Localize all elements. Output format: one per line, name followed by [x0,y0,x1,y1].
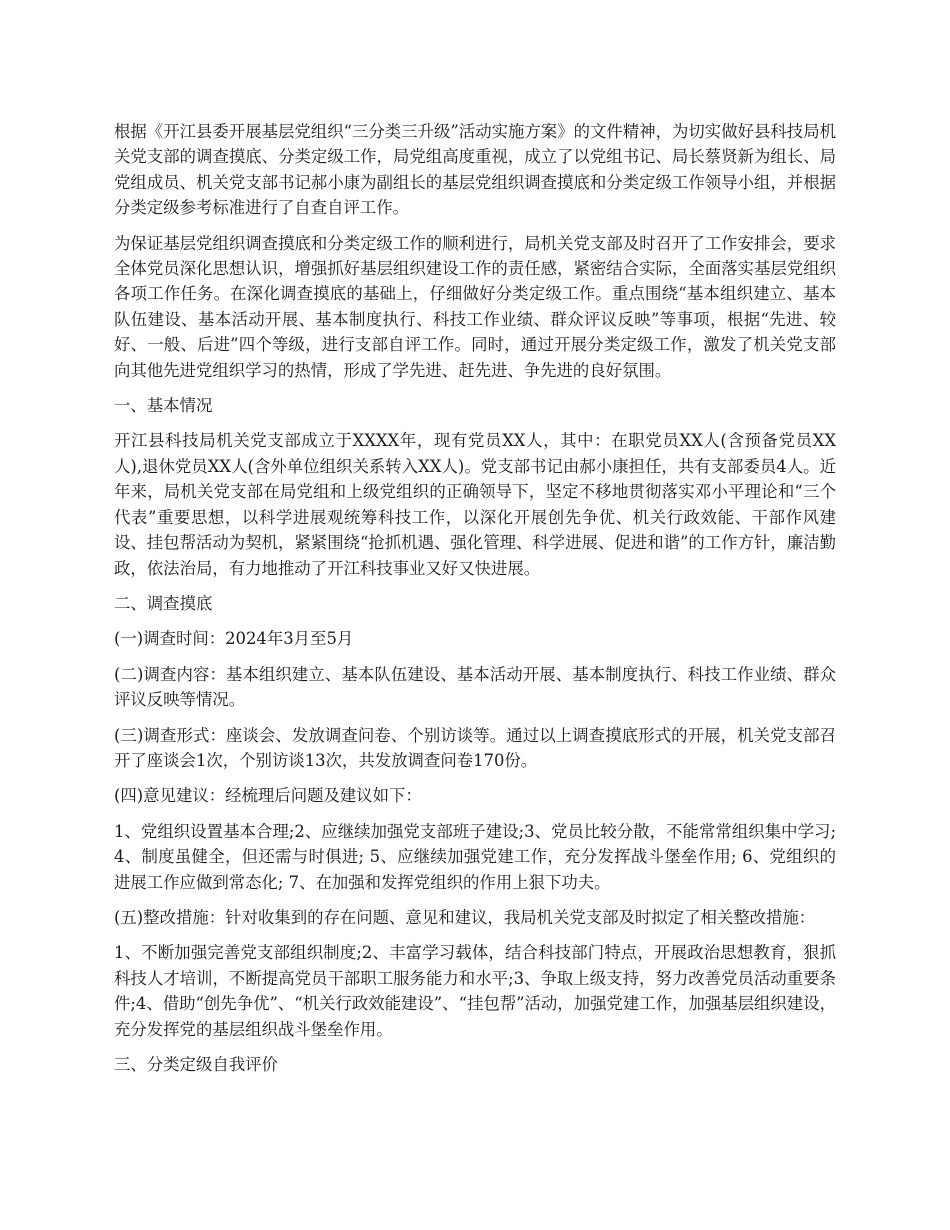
survey-content-paragraph: (二)调查内容：基本组织建立、基本队伍建设、基本活动开展、基本制度执行、科技工作业绩、群众评议反映等情况。 [114,664,836,710]
suggestions-list-paragraph: 1、党组织设置基本合理;2、应继续加强党支部班子建设;3、党员比较分散，不能常常组织集中学习; 4、制度虽健全，但还需与时俱进; 5、应继续加强党建工作，充分发挥战斗堡垒作用; 6、党组织的进展工作应做到常态化; 7、在加强和发挥党组织的作用上狠下功夫。 [114,821,836,892]
work-arrangement-paragraph: 为保证基层党组织调查摸底和分类定级工作的顺利进行，局机关党支部及时召开了工作安排会，要求全体党员深化思想认识，增强抓好基层组织建设工作的责任感，紧密结合实际，全面落实基层党组织各项工作任务。在深化调查摸底的基础上，仔细做好分类定级工作。重点围绕“基本组织建立、基本队伍建设、基本活动开展、基本制度执行、科技工作业绩、群众评议反映”等事项，根据“先进、较好、一般、后进”四个等级，进行支部自评工作。同时，通过开展分类定级工作，激发了机关党支部向其他先进党组织学习的热情，形成了学先进、赶先进、争先进的良好氛围。 [114,233,836,380]
rectification-heading-paragraph: (五)整改措施：针对收集到的存在问题、意见和建议，我局机关党支部及时拟定了相关整改措施： [114,907,816,927]
section-heading-basic-situation: 一、基本情况 [114,396,213,416]
survey-time-paragraph: (一)调查时间：2024年3月至5月 [114,629,354,649]
rectification-list-paragraph: 1、不断加强完善党支部组织制度;2、丰富学习载体，结合科技部门特点，开展政治思想教育，狠抓科技人才培训，不断提高党员干部职工服务能力和水平;3、争取上级支持，努力改善党员活动重要条件;4、借助“创先争优”、“机关行政效能建设”、“挂包帮”活动，加强党建工作，加强基层组织建设，充分发挥党的基层组织战斗堡垒作用。 [114,943,836,1039]
basic-situation-paragraph: 开江县科技局机关党支部成立于XXXX年，现有党员XX人，其中：在职党员XX人(含预备党员XX人),退休党员XX人(含外单位组织关系转入XX人)。党支部书记由郝小康担任，共有支部委员4人。近年来，局机关党支部在局党组和上级党组织的正确领导下，坚定不移地贯彻落实邓小平理论和“三个代表”重要思想，以科学进展观统筹科技工作，以深化开展创先争优、机关行政效能、干部作风建设、挂包帮活动为契机，紧紧围绕“抢抓机遇、强化管理、科学进展、促进和谐”的工作方针，廉洁勤政，依法治局，有力地推动了开江科技事业又好又快进展。 [114,431,836,578]
survey-form-paragraph: (三)调查形式：座谈会、发放调查问卷、个别访谈等。通过以上调查摸底形式的开展，机关党支部召开了座谈会1次，个别访谈13次，共发放调查问卷170份。 [114,725,836,770]
section-heading-survey: 二、调查摸底 [114,593,213,613]
section-heading-self-evaluation: 三、分类定级自我评价 [114,1055,278,1074]
intro-paragraph: 根据《开江县委开展基层党组织“三分类三升级”活动实施方案》的文件精神，为切实做好县科技局机关党支部的调查摸底、分类定级工作，局党组高度重视，成立了以党组书记、局长蔡贤新为组长、局党组成员、机关党支部书记郝小康为副组长的基层党组织调查摸底和分类定级工作领导小组，并根据分类定级参考标准进行了自查自评工作。 [114,122,836,218]
suggestions-heading-paragraph: (四)意见建议：经梳理后问题及建议如下： [114,786,422,806]
document-body [114,119,836,1087]
